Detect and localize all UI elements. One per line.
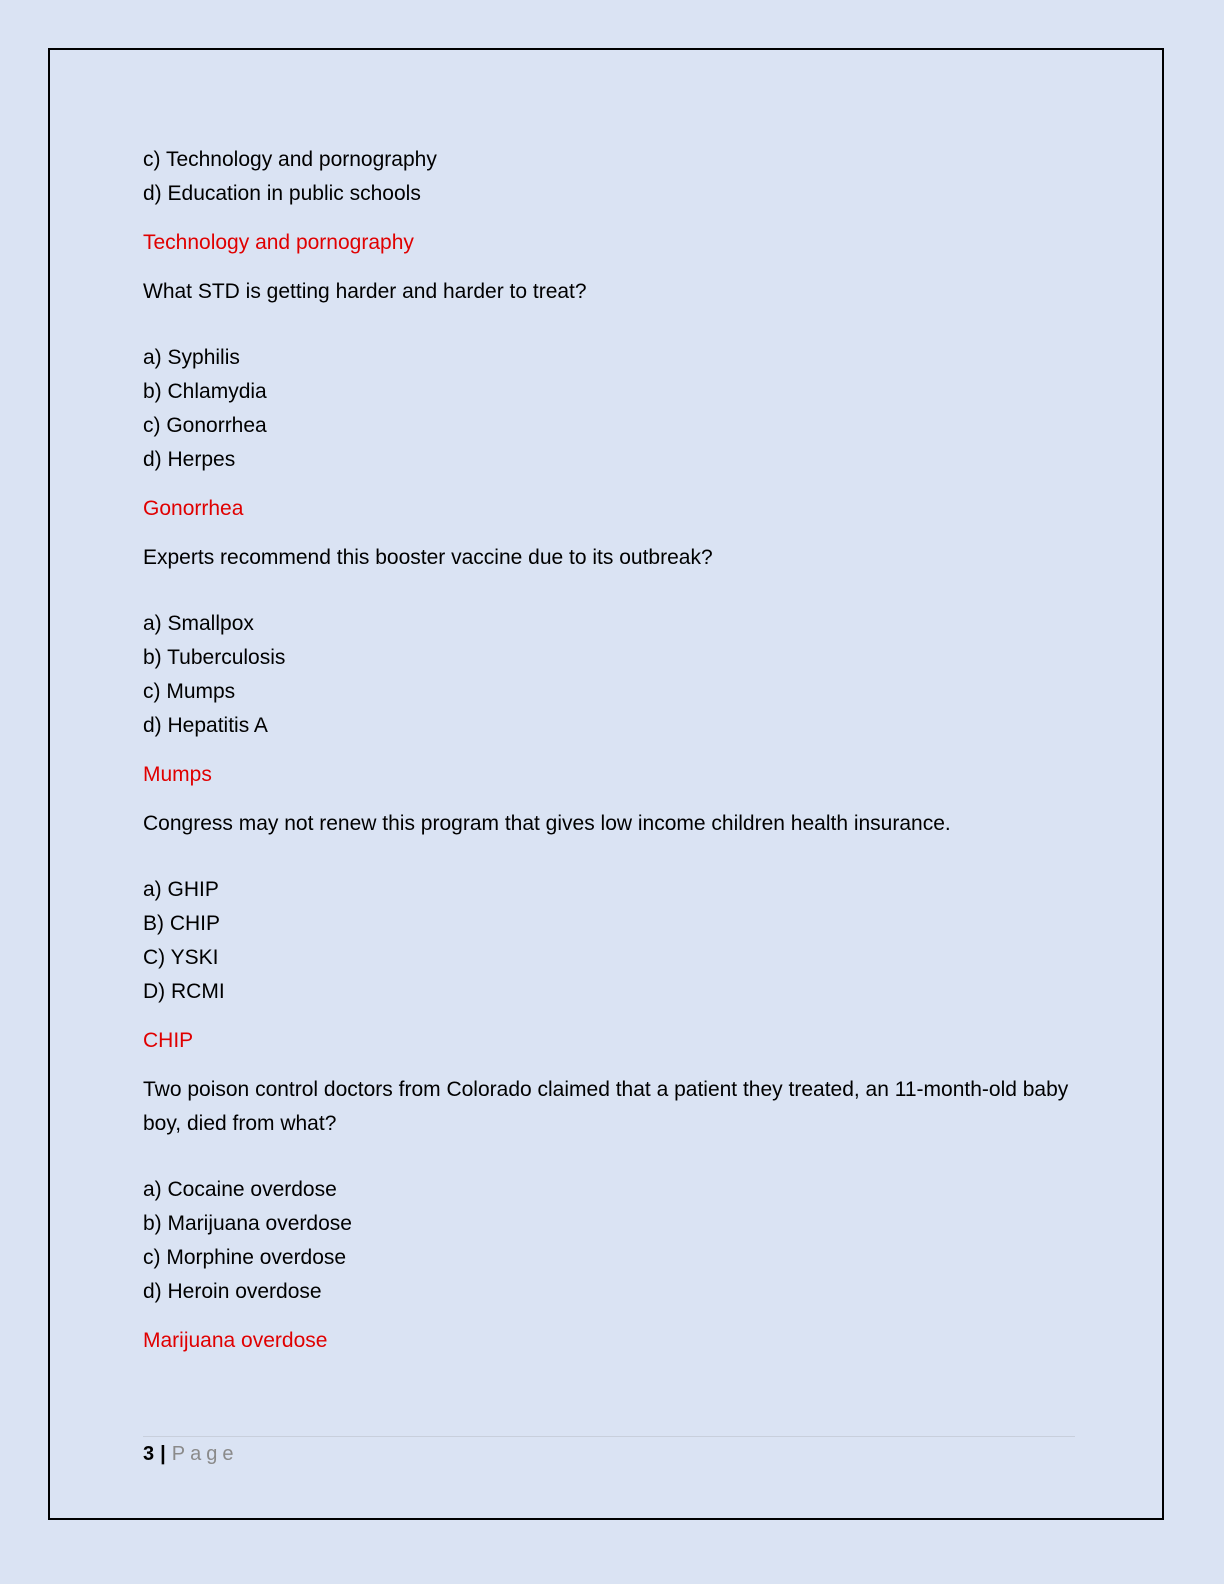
option-line: d) Heroin overdose: [143, 1280, 322, 1303]
option-line: C) YSKI: [143, 946, 219, 969]
correct-answer: CHIP: [143, 1029, 194, 1052]
answer-options: [143, 873, 1083, 1009]
option-line: d) Herpes: [143, 448, 236, 471]
answer-options: [143, 607, 1083, 743]
footer-separator: |: [160, 1443, 166, 1465]
option-line: c) Technology and pornography: [143, 148, 437, 171]
page-footer: [143, 1440, 238, 1468]
option-line: d) Hepatitis A: [143, 714, 268, 737]
footer-divider: [143, 1436, 1075, 1437]
option-line: c) Mumps: [143, 680, 236, 703]
answer-options: [143, 143, 1083, 211]
question-text: Two poison control doctors from Colorado claimed that a patient they treated, an 11-month-old baby boy, died from what?: [143, 1078, 1069, 1135]
option-line: a) GHIP: [143, 878, 219, 901]
correct-answer: Mumps: [143, 763, 212, 786]
option-line: D) RCMI: [143, 980, 225, 1003]
question-text: Congress may not renew this program that gives low income children health insurance.: [143, 812, 951, 835]
document-body: [143, 143, 1083, 1373]
answer-options: [143, 1173, 1083, 1309]
question-text: What STD is getting harder and harder to treat?: [143, 280, 587, 303]
correct-answer: Marijuana overdose: [143, 1329, 328, 1352]
option-line: b) Marijuana overdose: [143, 1212, 352, 1235]
page-label: Page: [171, 1443, 239, 1465]
option-line: b) Chlamydia: [143, 380, 267, 403]
option-line: a) Smallpox: [143, 612, 254, 635]
option-line: c) Gonorrhea: [143, 414, 267, 437]
correct-answer: Gonorrhea: [143, 497, 244, 520]
answer-options: [143, 341, 1083, 477]
option-line: c) Morphine overdose: [143, 1246, 347, 1269]
page-number: 3: [143, 1443, 155, 1465]
option-line: b) Tuberculosis: [143, 646, 286, 669]
correct-answer: Technology and pornography: [143, 231, 414, 254]
option-line: a) Cocaine overdose: [143, 1178, 337, 1201]
option-line: d) Education in public schools: [143, 182, 421, 205]
option-line: B) CHIP: [143, 912, 221, 935]
question-text: Experts recommend this booster vaccine due to its outbreak?: [143, 546, 713, 569]
option-line: a) Syphilis: [143, 346, 240, 369]
